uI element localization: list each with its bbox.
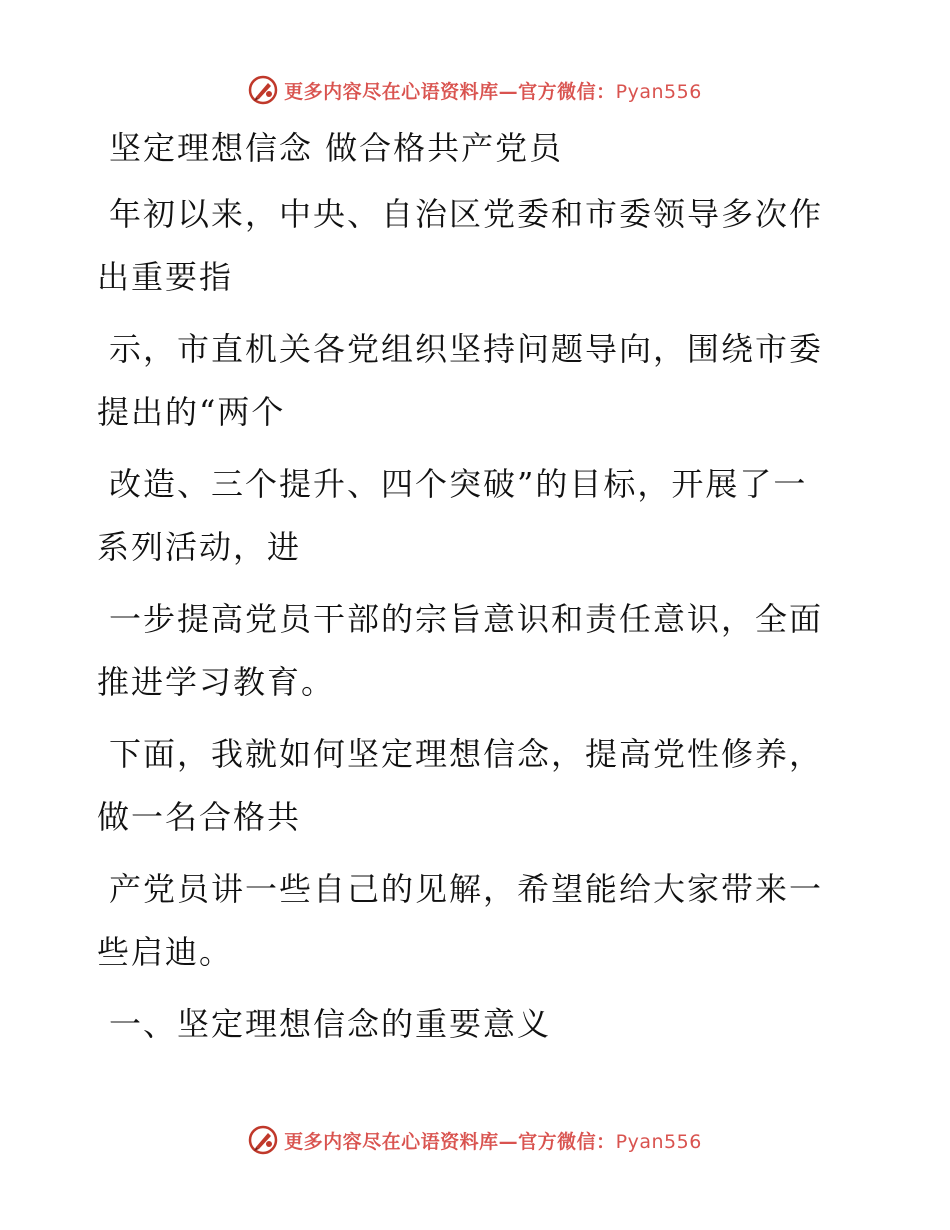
paragraph-line: 做一名合格共	[97, 798, 302, 836]
paragraph	[97, 453, 837, 579]
paragraph	[97, 588, 837, 714]
paragraph-line: 推进学习教育。	[97, 663, 336, 701]
wechat-id: Pyan556	[615, 80, 702, 103]
paragraph	[97, 183, 837, 309]
paragraph-line: 系列活动，进	[97, 528, 302, 566]
paragraph	[97, 858, 837, 984]
pen-logo-icon	[248, 75, 278, 105]
watermark-label: 更多内容尽在心语资料库—官方微信：	[284, 80, 616, 103]
paragraph-line: 产党员讲一些自己的见解，希望能给大家带来一	[109, 870, 824, 908]
watermark-label: 更多内容尽在心语资料库—官方微信：	[284, 1130, 616, 1153]
watermark-text	[284, 77, 702, 104]
paragraph-line: 下面，我就如何坚定理想信念，提高党性修养，	[109, 735, 824, 773]
document-title: 坚定理想信念 做合格共产党员	[109, 129, 564, 167]
paragraph-line: 年初以来，中央、自治区党委和市委领导多次作	[109, 195, 824, 233]
paragraph	[97, 723, 837, 849]
paragraph-line: 示，市直机关各党组织坚持问题导向，围绕市委	[109, 330, 824, 368]
pen-logo-icon	[248, 1125, 278, 1155]
section-heading: 一、坚定理想信念的重要意义	[109, 1005, 552, 1043]
watermark-text	[284, 1127, 702, 1154]
paragraph	[97, 318, 837, 444]
paragraph-line: 改造、三个提升、四个突破”的目标，开展了一	[109, 465, 808, 503]
paragraph-line: 一步提高党员干部的宗旨意识和责任意识，全面	[109, 600, 824, 638]
paragraph-line: 提出的“两个	[97, 393, 286, 431]
header-watermark-banner	[0, 72, 950, 108]
paragraph-line: 出重要指	[97, 258, 234, 296]
footer-watermark-banner	[0, 1122, 950, 1158]
document-body	[97, 120, 837, 1056]
paragraph-line: 些启迪。	[97, 933, 234, 971]
wechat-id: Pyan556	[615, 1130, 702, 1153]
